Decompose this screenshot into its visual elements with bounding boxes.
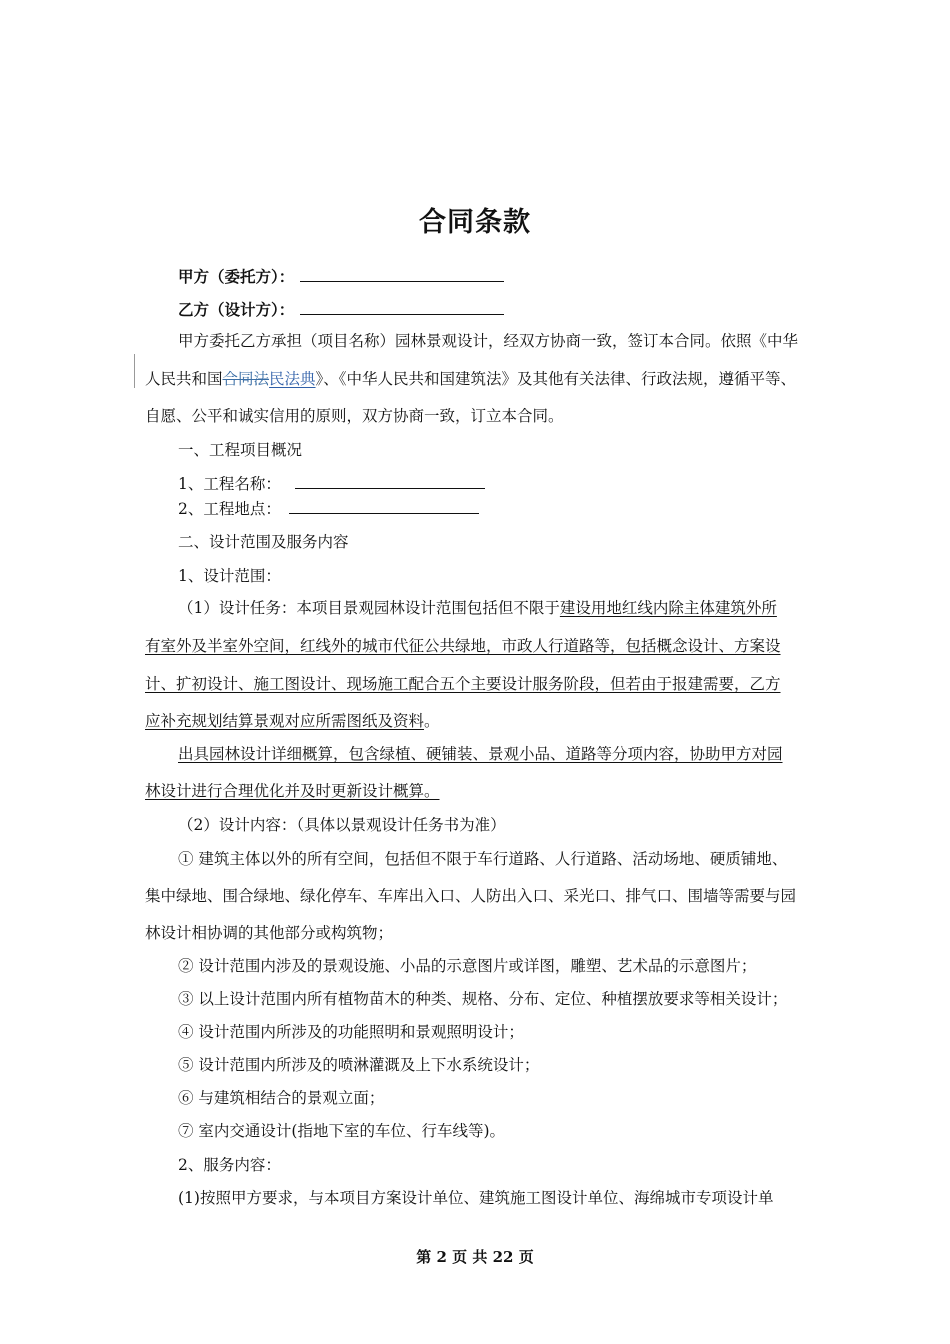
content-item-1-line-3: 林设计相协调的其他部分或构筑物；	[145, 924, 394, 942]
content-item-2: ② 设计范围内涉及的景观设施、小品的示意图片或详图，雕塑、艺术品的示意图片；	[178, 957, 757, 975]
intro-line-1: 甲方委托乙方承担（项目名称）园林景观设计，经双方协商一致，签订本合同。依照《中华	[178, 332, 799, 350]
party-a-label: 甲方（委托方）：	[178, 267, 295, 286]
content-item-6: ⑥ 与建筑相结合的景观立面；	[178, 1089, 385, 1107]
project-name-blank[interactable]	[295, 473, 485, 489]
project-location-blank[interactable]	[289, 498, 479, 514]
page-footer: 第 2 页 共 22 页	[416, 1248, 534, 1266]
intro-line-3: 自愿、公平和诚实信用的原则，双方协商一致，订立本合同。	[145, 407, 564, 425]
task-l4-end: 。	[424, 712, 440, 730]
party-b-blank[interactable]	[300, 299, 504, 315]
inserted-text: 民法典	[269, 370, 316, 388]
project-name-line	[178, 473, 843, 494]
content-item-5: ⑤ 设计范围内所涉及的喷淋灌溉及上下水系统设计；	[178, 1056, 540, 1074]
task-line-2: 有室外及半室外空间，红线外的城市代征公共绿地，市政人行道路等，包括概念设计、方案设	[145, 637, 781, 655]
content-item-1-line-2: 集中绿地、围合绿地、绿化停车、车库出入口、人防出入口、采光口、排气口、围墙等需要与园	[145, 887, 797, 905]
project-location-line	[178, 498, 843, 519]
content-item-1-line-1: ① 建筑主体以外的所有空间，包括但不限于车行道路、人行道路、活动场地、硬质铺地、	[178, 850, 788, 868]
party-b-label: 乙方（设计方）：	[178, 300, 295, 319]
party-b-line	[178, 299, 843, 320]
deleted-text: 合同法	[222, 370, 270, 388]
project-location-label: 2、工程地点：	[178, 500, 281, 518]
task-line-1	[178, 598, 843, 618]
revision-bar	[134, 354, 135, 388]
section-1-heading: 一、工程项目概况	[178, 441, 303, 459]
task-line-3: 计、扩初设计、施工图设计、现场施工配合五个主要设计服务阶段，但若由于报建需要，乙方	[145, 675, 781, 693]
content-item-3: ③ 以上设计范围内所有植物苗木的种类、规格、分布、定位、种植摆放要求等相关设计；	[178, 990, 788, 1008]
task-l4-underlined: 应补充规划结算景观对应所需图纸及资料	[145, 712, 425, 730]
intro-line-2	[145, 369, 810, 389]
content-item-4: ④ 设计范围内所涉及的功能照明和景观照明设计；	[178, 1023, 524, 1041]
content-heading: （2）设计内容：（具体以景观设计任务书为准）	[178, 816, 506, 834]
intro-l2-pre: 人民共和国	[145, 370, 223, 388]
task-l1-underlined: 建设用地红线内除主体建筑外所	[559, 599, 777, 617]
project-name-label: 1、工程名称：	[178, 475, 281, 493]
content-item-7: ⑦ 室内交通设计(指地下室的车位、行车线等)。	[178, 1122, 506, 1140]
estimate-line-1: 出具园林设计详细概算，包含绿植、硬铺装、景观小品、道路等分项内容，协助甲方对园	[178, 745, 783, 763]
service-item-1-line-1: (1)按照甲方要求，与本项目方案设计单位、建筑施工图设计单位、海绵城市专项设计单	[178, 1189, 774, 1207]
task-prefix: （1）设计任务：本项目景观园林设计范围包括但不限于	[178, 599, 560, 617]
party-a-blank[interactable]	[300, 266, 504, 282]
page-title: 合同条款	[419, 207, 531, 238]
scope-heading: 1、设计范围：	[178, 567, 281, 585]
estimate-line-2: 林设计进行合理优化并及时更新设计概算。	[145, 782, 440, 800]
section-2-heading: 二、设计范围及服务内容	[178, 533, 349, 551]
task-line-4	[145, 711, 810, 731]
party-a-line	[178, 266, 843, 287]
intro-l2-post: 》、《中华人民共和国建筑法》及其他有关法律、行政法规，遵循平等、	[315, 370, 797, 388]
service-heading: 2、服务内容：	[178, 1156, 281, 1174]
